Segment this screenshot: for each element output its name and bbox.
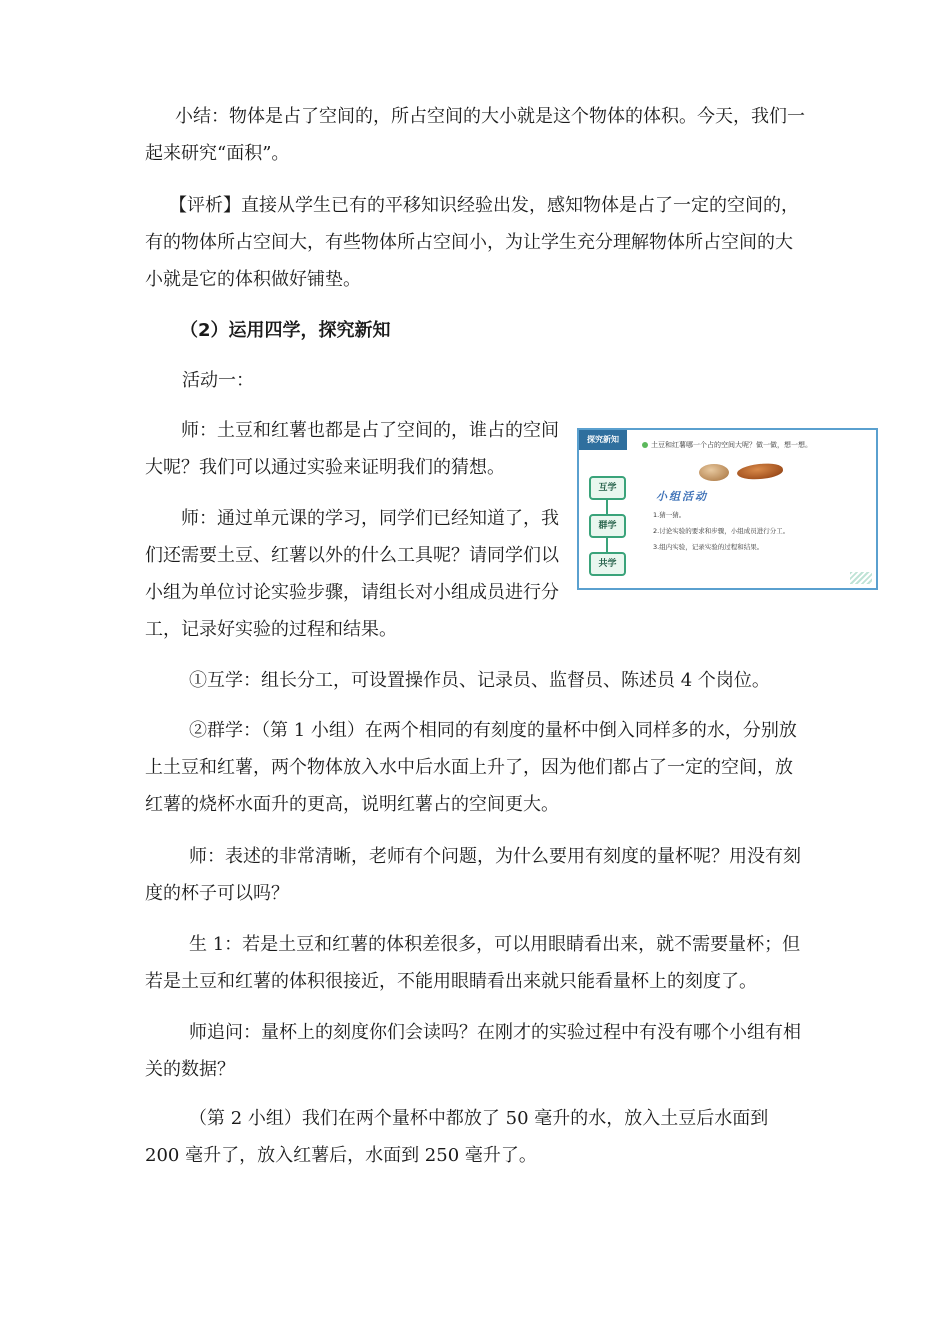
slide-tab: 探究新知	[579, 430, 627, 450]
slide-step-1: 1.猜一猜。	[653, 511, 686, 519]
teacher-followup-paragraph: 师追问：量杯上的刻度你们会读吗？在刚才的实验过程中有没有哪个小组有相关的数据？	[145, 1022, 801, 1080]
mutual-learning-paragraph: ①互学：组长分工，可设置操作员、记录员、监督员、陈述员 4 个岗位。	[189, 670, 770, 691]
group-learning-paragraph: ②群学：（第 1 小组）在两个相同的有刻度的量杯中倒入同样多的水，分别放上土豆和红薯，两个物体放入水中后水面上升了，因为他们都占了一定的空间，放红薯的烧杯水面升的更高，说明红薯占的空间更大。	[145, 720, 797, 815]
flow-connector	[606, 500, 608, 514]
flow-step-1: 互学	[589, 476, 626, 500]
slide-step-2: 2.讨论实验的要求和步骤，小组成员进行分工。	[653, 527, 790, 535]
section-heading: （2）运用四学，探究新知	[180, 320, 391, 341]
teacher-paragraph-2: 师：通过单元课的学习，同学们已经知道了，我们还需要土豆、红薯以外的什么工具呢？请同学们以小组为单位讨论实验步骤，请组长对小组成员进行分工，记录好实验的过程和结果。	[145, 508, 559, 640]
flow-step-2: 群学	[589, 514, 626, 538]
flow-step-3: 共学	[589, 552, 626, 576]
decoration	[850, 572, 872, 584]
comment-paragraph: 【评析】直接从学生已有的平移知识经验出发，感知物体是占了一定的空间的，有的物体所占空间大，有些物体所占空间小，为让学生充分理解物体所占空间的大小就是它的体积做好铺垫。	[145, 195, 799, 290]
sweet-potato-image	[736, 462, 783, 482]
teacher-paragraph-1: 师：土豆和红薯也都是占了空间的，谁占的空间大呢？我们可以通过实验来证明我们的猜想。	[145, 420, 559, 478]
activity-label: 活动一：	[182, 370, 254, 391]
slide-step-3: 3.组内实验，记录实验的过程和结果。	[653, 543, 764, 551]
group2-report-paragraph: （第 2 小组）我们在两个量杯中都放了 50 毫升的水，放入土豆后水面到 200 毫升了，放入红薯后，水面到 250 毫升了。	[145, 1108, 769, 1166]
bullet-icon	[642, 442, 648, 448]
flow-connector	[606, 538, 608, 552]
potato-image	[699, 464, 729, 481]
slide-question	[642, 440, 812, 450]
slide-question-text: 土豆和红薯哪一个占的空间大呢？做一做，想一想。	[651, 441, 812, 449]
summary-paragraph: 小结：物体是占了空间的，所占空间的大小就是这个物体的体积。今天，我们一起来研究“面积”。	[145, 106, 805, 164]
slide-title: 小组活动	[656, 490, 708, 503]
lesson-slide-figure	[577, 428, 878, 590]
student-answer-paragraph: 生 1：若是土豆和红薯的体积差很多，可以用眼睛看出来，就不需要量杯；但若是土豆和红薯的体积很接近，不能用眼睛看出来就只能看量杯上的刻度了。	[145, 934, 801, 992]
teacher-question-paragraph: 师：表述的非常清晰，老师有个问题，为什么要用有刻度的量杯呢？用没有刻度的杯子可以吗？	[145, 846, 801, 904]
